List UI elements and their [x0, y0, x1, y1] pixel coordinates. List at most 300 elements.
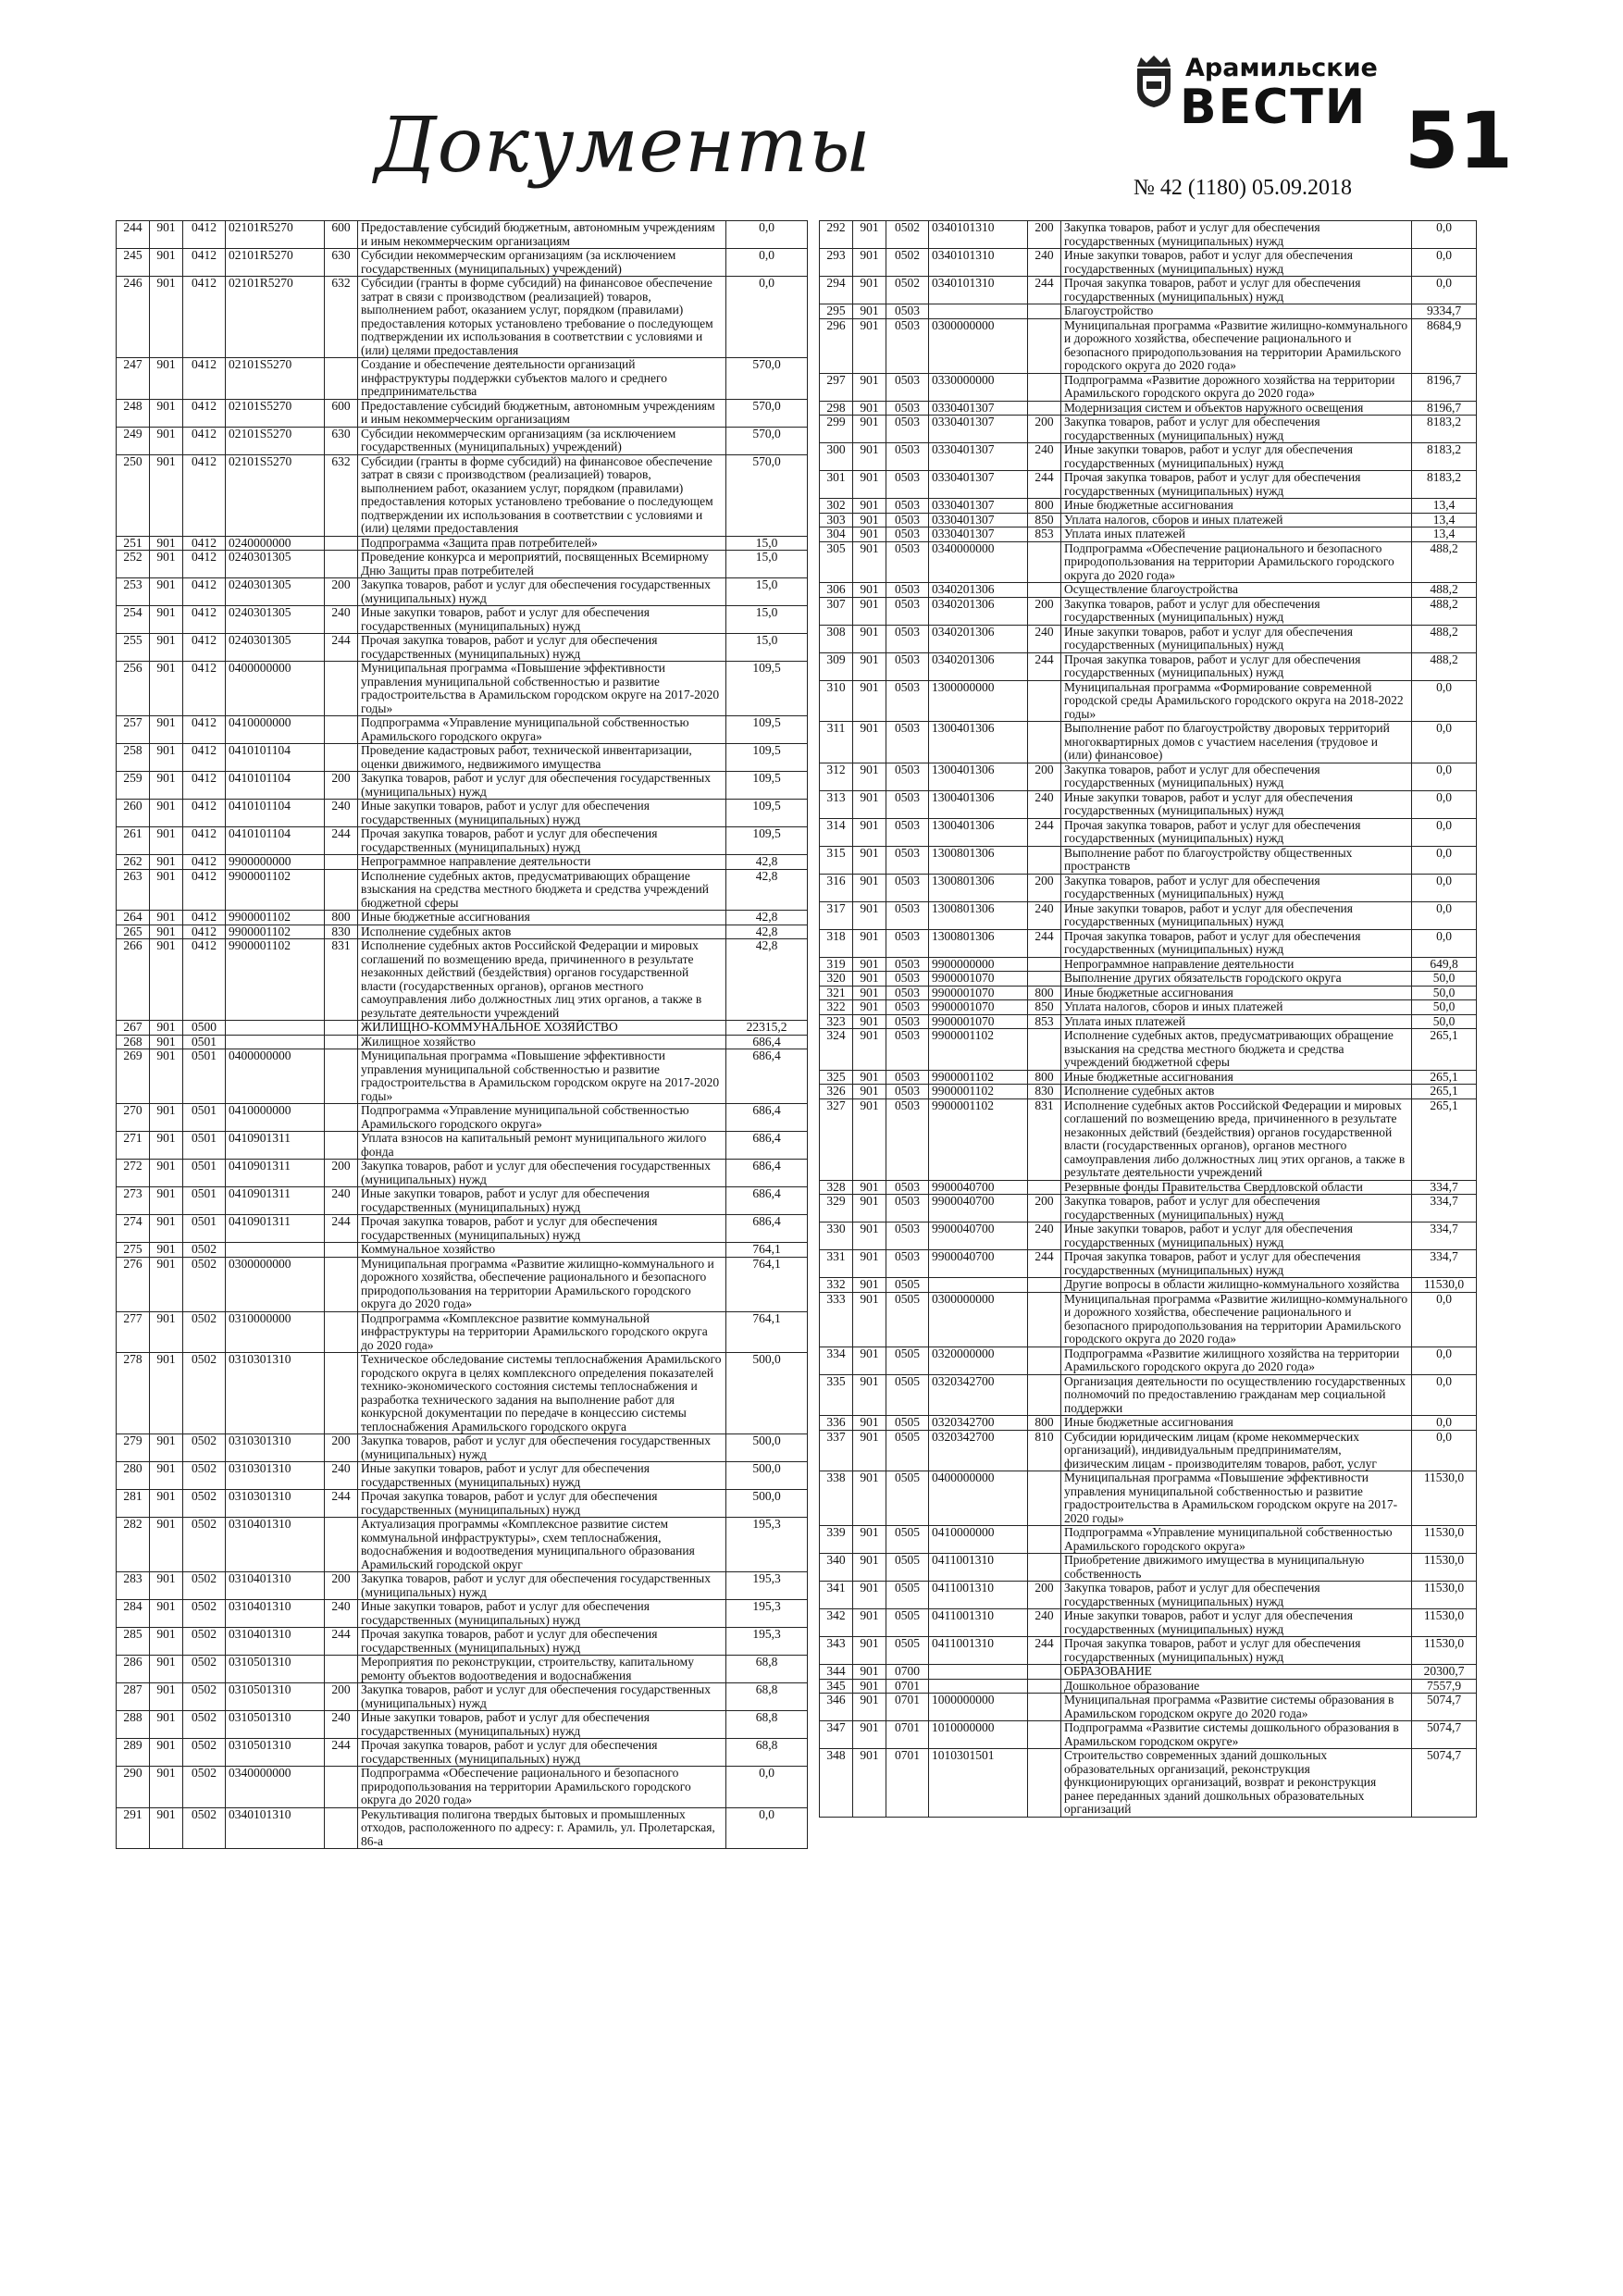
expense-type-cell — [325, 1021, 358, 1036]
table-row — [820, 373, 1477, 401]
admin-code-cell: 901 — [150, 1656, 183, 1683]
expense-type-cell: 240 — [1028, 790, 1061, 818]
amount-cell: 686,4 — [726, 1160, 808, 1187]
target-code-cell: 1300801306 — [929, 901, 1028, 929]
expense-type-cell: 240 — [325, 1462, 358, 1490]
section-code-cell: 0503 — [886, 1180, 929, 1195]
expense-type-cell: 240 — [325, 1711, 358, 1739]
admin-code-cell: 901 — [853, 513, 886, 527]
expense-type-cell: 240 — [1028, 443, 1061, 471]
admin-code-cell: 901 — [853, 680, 886, 722]
admin-code-cell: 901 — [853, 1195, 886, 1222]
amount-cell: 265,1 — [1412, 1070, 1477, 1085]
expense-type-cell — [1028, 1665, 1061, 1680]
target-code-cell — [929, 1679, 1028, 1694]
item-name-cell: Проведение конкурса и мероприятий, посвященных Всемирному Дню Защиты прав потребителей — [358, 551, 726, 578]
target-code-cell: 9900000000 — [226, 855, 325, 870]
amount-cell: 686,4 — [726, 1187, 808, 1215]
table-row — [820, 972, 1477, 987]
expense-type-cell: 200 — [1028, 1582, 1061, 1609]
item-name-cell: Техническое обследование системы теплоснабжения Арамильского городского округа в целях комплексного определения показателей технико-экономического состояния системы теплоснабжения и разработка технического задания на выполнение работ для конкурсной документации по передаче в концессию системы теплоснабжения Арамильского городского округа — [358, 1353, 726, 1434]
item-name-cell: Иные закупки товаров, работ и услуг для обеспечения государственных (муниципальных) нужд — [1061, 625, 1412, 652]
section-code-cell: 0505 — [886, 1609, 929, 1637]
table-row — [117, 1132, 808, 1160]
row-number-cell: 288 — [117, 1711, 150, 1739]
table-row — [820, 597, 1477, 625]
admin-code-cell: 901 — [150, 827, 183, 855]
section-code-cell: 0503 — [886, 1195, 929, 1222]
target-code-cell: 9900000000 — [929, 957, 1028, 972]
section-code-cell: 0503 — [886, 818, 929, 846]
admin-code-cell: 901 — [853, 1721, 886, 1749]
item-name-cell: Иные бюджетные ассигнования — [358, 911, 726, 925]
budget-table-right — [819, 220, 1477, 1818]
admin-code-cell: 901 — [853, 1070, 886, 1085]
item-name-cell: Субсидии (гранты в форме субсидий) на финансовое обеспечение затрат в связи с производством (реализацией) товаров, выполнением работ, оказанием услуг, порядком (правилами) предоставления которых установлено требование о последующем подтверждении их использования в соответствии с условиями и (или) целями предоставления — [358, 454, 726, 536]
section-code-cell: 0412 — [183, 744, 226, 772]
row-number-cell: 251 — [117, 536, 150, 551]
item-name-cell: Закупка товаров, работ и услуг для обеспечения государственных (муниципальных) нужд — [1061, 416, 1412, 443]
admin-code-cell: 901 — [150, 1739, 183, 1767]
amount-cell: 68,8 — [726, 1656, 808, 1683]
amount-cell: 15,0 — [726, 578, 808, 606]
expense-type-cell — [1028, 1694, 1061, 1721]
expense-type-cell: 240 — [1028, 1222, 1061, 1250]
row-number-cell: 334 — [820, 1347, 853, 1374]
table-row — [820, 957, 1477, 972]
section-code-cell: 0505 — [886, 1374, 929, 1416]
amount-cell: 764,1 — [726, 1257, 808, 1311]
row-number-cell: 298 — [820, 401, 853, 416]
table-row — [117, 1257, 808, 1311]
table-row — [820, 790, 1477, 818]
admin-code-cell: 901 — [150, 1462, 183, 1490]
expense-type-cell: 200 — [1028, 597, 1061, 625]
section-code-cell: 0502 — [183, 1257, 226, 1311]
admin-code-cell: 901 — [150, 578, 183, 606]
section-code-cell: 0503 — [886, 874, 929, 901]
expense-type-cell: 200 — [325, 1160, 358, 1187]
admin-code-cell: 901 — [853, 1292, 886, 1347]
expense-type-cell — [1028, 1029, 1061, 1071]
table-row — [820, 818, 1477, 846]
amount-cell: 500,0 — [726, 1434, 808, 1462]
item-name-cell: Субсидии некоммерческим организациям (за исключением государственных (муниципальных) учреждений) — [358, 249, 726, 277]
amount-cell: 0,0 — [1412, 722, 1477, 763]
expense-type-cell: 240 — [1028, 625, 1061, 652]
table-row — [117, 855, 808, 870]
row-number-cell: 253 — [117, 578, 150, 606]
row-number-cell: 308 — [820, 625, 853, 652]
item-name-cell: Уплата иных платежей — [1061, 527, 1412, 542]
expense-type-cell — [325, 551, 358, 578]
section-code-cell: 0502 — [183, 1683, 226, 1711]
target-code-cell: 9900001102 — [929, 1085, 1028, 1099]
target-code-cell: 0340101310 — [929, 249, 1028, 277]
row-number-cell: 279 — [117, 1434, 150, 1462]
table-row — [117, 1160, 808, 1187]
row-number-cell: 323 — [820, 1014, 853, 1029]
expense-type-cell: 800 — [1028, 986, 1061, 1000]
table-row — [820, 1679, 1477, 1694]
section-code-cell: 0502 — [183, 1434, 226, 1462]
admin-code-cell: 901 — [853, 1609, 886, 1637]
section-code-cell: 0412 — [183, 358, 226, 400]
admin-code-cell: 901 — [150, 536, 183, 551]
table-row — [117, 1572, 808, 1600]
admin-code-cell: 901 — [150, 1711, 183, 1739]
item-name-cell: Другие вопросы в области жилищно-коммунального хозяйства — [1061, 1278, 1412, 1293]
admin-code-cell: 901 — [150, 925, 183, 939]
expense-type-cell: 244 — [1028, 1250, 1061, 1278]
target-code-cell: 0411001310 — [929, 1582, 1028, 1609]
expense-type-cell — [1028, 957, 1061, 972]
table-row — [820, 513, 1477, 527]
budget-table-left — [116, 220, 808, 1849]
expense-type-cell: 630 — [325, 249, 358, 277]
row-number-cell: 250 — [117, 454, 150, 536]
item-name-cell: Подпрограмма «Обеспечение рационального и безопасного природопользования на территории Арамильского городского округа до 2020 года» — [358, 1767, 726, 1808]
table-row — [820, 416, 1477, 443]
table-row — [117, 536, 808, 551]
amount-cell: 11530,0 — [1412, 1554, 1477, 1582]
amount-cell: 334,7 — [1412, 1195, 1477, 1222]
target-code-cell: 0330401307 — [929, 401, 1028, 416]
expense-type-cell: 200 — [1028, 221, 1061, 249]
item-name-cell: Резервные фонды Правительства Свердловской области — [1061, 1180, 1412, 1195]
admin-code-cell: 901 — [853, 1694, 886, 1721]
admin-code-cell: 901 — [853, 1085, 886, 1099]
table-row — [117, 578, 808, 606]
admin-code-cell: 901 — [853, 972, 886, 987]
admin-code-cell: 901 — [853, 790, 886, 818]
expense-type-cell: 244 — [325, 634, 358, 662]
target-code-cell — [929, 1665, 1028, 1680]
section-code-cell: 0503 — [886, 846, 929, 874]
table-row — [820, 1347, 1477, 1374]
item-name-cell: Субсидии юридическим лицам (кроме некоммерческих организаций), индивидуальным предпринимателям, физическим лицам - производителям товаров, работ, услуг — [1061, 1430, 1412, 1471]
table-row — [117, 1656, 808, 1683]
target-code-cell: 0330401307 — [929, 416, 1028, 443]
amount-cell: 265,1 — [1412, 1029, 1477, 1071]
row-number-cell: 322 — [820, 1000, 853, 1015]
item-name-cell: Прочая закупка товаров, работ и услуг для обеспечения государственных (муниципальных) нужд — [358, 1490, 726, 1518]
amount-cell: 109,5 — [726, 662, 808, 716]
section-code-cell: 0505 — [886, 1292, 929, 1347]
item-name-cell: Исполнение судебных актов — [358, 925, 726, 939]
admin-code-cell: 901 — [150, 939, 183, 1021]
target-code-cell: 0410901311 — [226, 1187, 325, 1215]
section-code-cell: 0501 — [183, 1104, 226, 1132]
section-code-cell: 0503 — [886, 527, 929, 542]
target-code-cell: 0310401310 — [226, 1600, 325, 1628]
expense-type-cell — [325, 1656, 358, 1683]
row-number-cell: 283 — [117, 1572, 150, 1600]
section-code-cell: 0701 — [886, 1749, 929, 1818]
item-name-cell: Подпрограмма «Комплексное развитие коммунальной инфраструктуры на территории Арамильского городского округа до 2020 года» — [358, 1311, 726, 1353]
target-code-cell: 9900001070 — [929, 1000, 1028, 1015]
row-number-cell: 320 — [820, 972, 853, 987]
table-row — [820, 1526, 1477, 1554]
expense-type-cell: 244 — [1028, 929, 1061, 957]
amount-cell: 11530,0 — [1412, 1278, 1477, 1293]
target-code-cell: 0340101310 — [929, 277, 1028, 304]
item-name-cell: Выполнение работ по благоустройству общественных пространств — [1061, 846, 1412, 874]
section-code-cell: 0503 — [886, 416, 929, 443]
admin-code-cell: 901 — [150, 1160, 183, 1187]
row-number-cell: 302 — [820, 499, 853, 514]
section-code-cell: 0505 — [886, 1471, 929, 1526]
table-row — [117, 1187, 808, 1215]
target-code-cell: 0330401307 — [929, 499, 1028, 514]
target-code-cell: 0310501310 — [226, 1711, 325, 1739]
row-number-cell: 348 — [820, 1749, 853, 1818]
row-number-cell: 287 — [117, 1683, 150, 1711]
amount-cell: 686,4 — [726, 1035, 808, 1049]
row-number-cell: 297 — [820, 373, 853, 401]
row-number-cell: 342 — [820, 1609, 853, 1637]
expense-type-cell — [1028, 1679, 1061, 1694]
table-row — [117, 551, 808, 578]
item-name-cell: Иные закупки товаров, работ и услуг для обеспечения государственных (муниципальных) нужд — [1061, 790, 1412, 818]
target-code-cell: 0310501310 — [226, 1656, 325, 1683]
target-code-cell: 1300801306 — [929, 874, 1028, 901]
expense-type-cell: 240 — [325, 606, 358, 634]
table-row — [117, 1739, 808, 1767]
amount-cell: 5074,7 — [1412, 1694, 1477, 1721]
row-number-cell: 300 — [820, 443, 853, 471]
row-number-cell: 262 — [117, 855, 150, 870]
page-number: 51 — [1405, 95, 1513, 186]
table-row — [820, 763, 1477, 790]
item-name-cell: Исполнение судебных актов Российской Федерации и мировых соглашений по возмещению вреда, причиненного в результате незаконных действий (бездействия) органов государственной власти (государственных органов), органов местного самоуправления либо должностных лиц этих органов, а также в результате деятельности учреждений — [358, 939, 726, 1021]
section-code-cell: 0412 — [183, 662, 226, 716]
row-number-cell: 344 — [820, 1665, 853, 1680]
table-row — [820, 1000, 1477, 1015]
item-name-cell: Иные закупки товаров, работ и услуг для обеспечения государственных (муниципальных) нужд — [1061, 901, 1412, 929]
table-row — [820, 986, 1477, 1000]
table-row — [117, 427, 808, 454]
admin-code-cell: 901 — [150, 772, 183, 800]
amount-cell: 109,5 — [726, 744, 808, 772]
row-number-cell: 347 — [820, 1721, 853, 1749]
target-code-cell: 0310501310 — [226, 1739, 325, 1767]
table-row — [117, 1353, 808, 1434]
row-number-cell: 255 — [117, 634, 150, 662]
row-number-cell: 282 — [117, 1518, 150, 1572]
expense-type-cell: 244 — [1028, 471, 1061, 499]
target-code-cell: 9900001070 — [929, 986, 1028, 1000]
expense-type-cell — [325, 1049, 358, 1104]
row-number-cell: 271 — [117, 1132, 150, 1160]
issue-info: № 42 (1180) 05.09.2018 — [1134, 176, 1352, 200]
expense-type-cell — [325, 1257, 358, 1311]
target-code-cell: 0320342700 — [929, 1430, 1028, 1471]
admin-code-cell: 901 — [853, 1347, 886, 1374]
admin-code-cell: 901 — [150, 1628, 183, 1656]
expense-type-cell — [325, 1243, 358, 1258]
item-name-cell: Благоустройство — [1061, 304, 1412, 319]
target-code-cell: 0340000000 — [929, 541, 1028, 583]
table-row — [820, 499, 1477, 514]
item-name-cell: Закупка товаров, работ и услуг для обеспечения государственных (муниципальных) нужд — [358, 1572, 726, 1600]
item-name-cell: Предоставление субсидий бюджетным, автономным учреждениям и иным некоммерческим организациям — [358, 221, 726, 249]
section-code-cell: 0503 — [886, 1000, 929, 1015]
admin-code-cell: 901 — [150, 277, 183, 358]
table-row — [117, 772, 808, 800]
item-name-cell: Иные бюджетные ассигнования — [1061, 499, 1412, 514]
section-code-cell: 0412 — [183, 399, 226, 427]
row-number-cell: 327 — [820, 1098, 853, 1180]
admin-code-cell: 901 — [853, 901, 886, 929]
table-row — [820, 1749, 1477, 1818]
expense-type-cell — [1028, 1347, 1061, 1374]
section-code-cell: 0503 — [886, 986, 929, 1000]
section-code-cell: 0502 — [183, 1462, 226, 1490]
item-name-cell: Иные закупки товаров, работ и услуг для обеспечения государственных (муниципальных) нужд — [358, 1462, 726, 1490]
admin-code-cell: 901 — [150, 1683, 183, 1711]
item-name-cell: Приобретение движимого имущества в муниципальную собственность — [1061, 1554, 1412, 1582]
expense-type-cell: 831 — [1028, 1098, 1061, 1180]
section-code-cell: 0701 — [886, 1679, 929, 1694]
table-row — [820, 680, 1477, 722]
target-code-cell: 0240301305 — [226, 578, 325, 606]
expense-type-cell — [325, 716, 358, 744]
target-code-cell: 0310401310 — [226, 1628, 325, 1656]
amount-cell: 334,7 — [1412, 1180, 1477, 1195]
admin-code-cell: 901 — [150, 606, 183, 634]
item-name-cell: Подпрограмма «Управление муниципальной собственностью Арамильского городского округа» — [358, 1104, 726, 1132]
target-code-cell: 9900001102 — [226, 869, 325, 911]
target-code-cell: 9900001102 — [226, 911, 325, 925]
amount-cell: 265,1 — [1412, 1098, 1477, 1180]
target-code-cell: 1300000000 — [929, 680, 1028, 722]
target-code-cell: 0411001310 — [929, 1637, 1028, 1665]
amount-cell: 334,7 — [1412, 1250, 1477, 1278]
row-number-cell: 326 — [820, 1085, 853, 1099]
admin-code-cell: 901 — [853, 318, 886, 373]
target-code-cell: 0400000000 — [226, 1049, 325, 1104]
admin-code-cell: 901 — [150, 1600, 183, 1628]
item-name-cell: Муниципальная программа «Развитие жилищно-коммунального и дорожного хозяйства, обеспечение рационального и безопасного природопользования на территории Арамильского городского округа до 2020 года» — [358, 1257, 726, 1311]
item-name-cell: Уплата налогов, сборов и иных платежей — [1061, 513, 1412, 527]
admin-code-cell: 901 — [853, 1582, 886, 1609]
expense-type-cell — [325, 1104, 358, 1132]
amount-cell: 334,7 — [1412, 1222, 1477, 1250]
expense-type-cell — [1028, 1526, 1061, 1554]
amount-cell: 11530,0 — [1412, 1471, 1477, 1526]
table-row — [820, 1195, 1477, 1222]
amount-cell: 0,0 — [1412, 901, 1477, 929]
section-code-cell: 0412 — [183, 551, 226, 578]
amount-cell: 195,3 — [726, 1600, 808, 1628]
item-name-cell: ЖИЛИЩНО-КОММУНАЛЬНОЕ ХОЗЯЙСТВО — [358, 1021, 726, 1036]
table-row — [117, 634, 808, 662]
item-name-cell: Иные бюджетные ассигнования — [1061, 986, 1412, 1000]
admin-code-cell: 901 — [150, 1243, 183, 1258]
amount-cell: 0,0 — [1412, 1292, 1477, 1347]
item-name-cell: Муниципальная программа «Формирование современной городской среды Арамильского городского округа на 2018-2022 годы» — [1061, 680, 1412, 722]
amount-cell: 109,5 — [726, 772, 808, 800]
table-row — [820, 1278, 1477, 1293]
item-name-cell: Прочая закупка товаров, работ и услуг для обеспечения государственных (муниципальных) нужд — [358, 634, 726, 662]
amount-cell: 42,8 — [726, 939, 808, 1021]
amount-cell: 20300,7 — [1412, 1665, 1477, 1680]
admin-code-cell: 901 — [150, 1187, 183, 1215]
table-row — [117, 1807, 808, 1849]
crest-icon — [1134, 54, 1174, 109]
item-name-cell: Закупка товаров, работ и услуг для обеспечения государственных (муниципальных) нужд — [1061, 597, 1412, 625]
admin-code-cell: 901 — [150, 1572, 183, 1600]
item-name-cell: Закупка товаров, работ и услуг для обеспечения государственных (муниципальных) нужд — [358, 1683, 726, 1711]
target-code-cell: 0410901311 — [226, 1160, 325, 1187]
row-number-cell: 286 — [117, 1656, 150, 1683]
section-code-cell: 0503 — [886, 1098, 929, 1180]
target-code-cell: 1300401306 — [929, 722, 1028, 763]
expense-type-cell — [1028, 1471, 1061, 1526]
item-name-cell: Подпрограмма «Управление муниципальной собственностью Арамильского городского округа» — [358, 716, 726, 744]
table-row — [820, 1554, 1477, 1582]
expense-type-cell: 830 — [325, 925, 358, 939]
target-code-cell: 0310000000 — [226, 1311, 325, 1353]
item-name-cell: Модернизация систем и объектов наружного освещения — [1061, 401, 1412, 416]
admin-code-cell: 901 — [150, 1035, 183, 1049]
target-code-cell: 1300401306 — [929, 763, 1028, 790]
admin-code-cell: 901 — [853, 583, 886, 598]
section-code-cell: 0503 — [886, 318, 929, 373]
target-code-cell: 02101S5270 — [226, 358, 325, 400]
expense-type-cell: 800 — [325, 911, 358, 925]
row-number-cell: 333 — [820, 1292, 853, 1347]
item-name-cell: Рекультивация полигона твердых бытовых и промышленных отходов, расположенного по адресу: г. Арамиль, ул. Пролетарская, 86-а — [358, 1807, 726, 1849]
section-code-cell: 0502 — [183, 1711, 226, 1739]
expense-type-cell: 810 — [1028, 1430, 1061, 1471]
row-number-cell: 291 — [117, 1807, 150, 1849]
admin-code-cell: 901 — [853, 1554, 886, 1582]
admin-code-cell: 901 — [853, 1250, 886, 1278]
admin-code-cell: 901 — [150, 1767, 183, 1808]
section-code-cell: 0503 — [886, 722, 929, 763]
target-code-cell: 9900001070 — [929, 972, 1028, 987]
item-name-cell: Прочая закупка товаров, работ и услуг для обеспечения государственных (муниципальных) нужд — [358, 1215, 726, 1243]
row-number-cell: 245 — [117, 249, 150, 277]
item-name-cell: Прочая закупка товаров, работ и услуг для обеспечения государственных (муниципальных) нужд — [358, 827, 726, 855]
expense-type-cell — [1028, 304, 1061, 319]
amount-cell: 0,0 — [1412, 874, 1477, 901]
section-code-cell: 0502 — [886, 249, 929, 277]
admin-code-cell: 901 — [150, 911, 183, 925]
row-number-cell: 246 — [117, 277, 150, 358]
admin-code-cell: 901 — [853, 1278, 886, 1293]
item-name-cell: Подпрограмма «Обеспечение рационального и безопасного природопользования на территории Арамильского городского округа до 2020 года» — [1061, 541, 1412, 583]
expense-type-cell — [1028, 680, 1061, 722]
section-code-cell: 0412 — [183, 869, 226, 911]
table-row — [820, 1694, 1477, 1721]
table-row — [820, 1416, 1477, 1431]
target-code-cell: 0340201306 — [929, 652, 1028, 680]
section-code-cell: 0503 — [886, 1014, 929, 1029]
item-name-cell: Актуализация программы «Комплексное развитие систем коммунальной инфраструктуры», схем теплоснабжения, водоснабжения и водоотведения муниципального образования Арамильский городской округ — [358, 1518, 726, 1572]
item-name-cell: Исполнение судебных актов, предусматривающих обращение взыскания на средства местного бюджета и средства учреждений бюджетной сферы — [1061, 1029, 1412, 1071]
expense-type-cell: 244 — [325, 1628, 358, 1656]
section-code-cell: 0502 — [183, 1311, 226, 1353]
expense-type-cell: 830 — [1028, 1085, 1061, 1099]
table-row — [820, 929, 1477, 957]
section-code-cell: 0502 — [886, 221, 929, 249]
amount-cell: 0,0 — [1412, 818, 1477, 846]
section-code-cell: 0503 — [886, 901, 929, 929]
admin-code-cell: 901 — [150, 1807, 183, 1849]
